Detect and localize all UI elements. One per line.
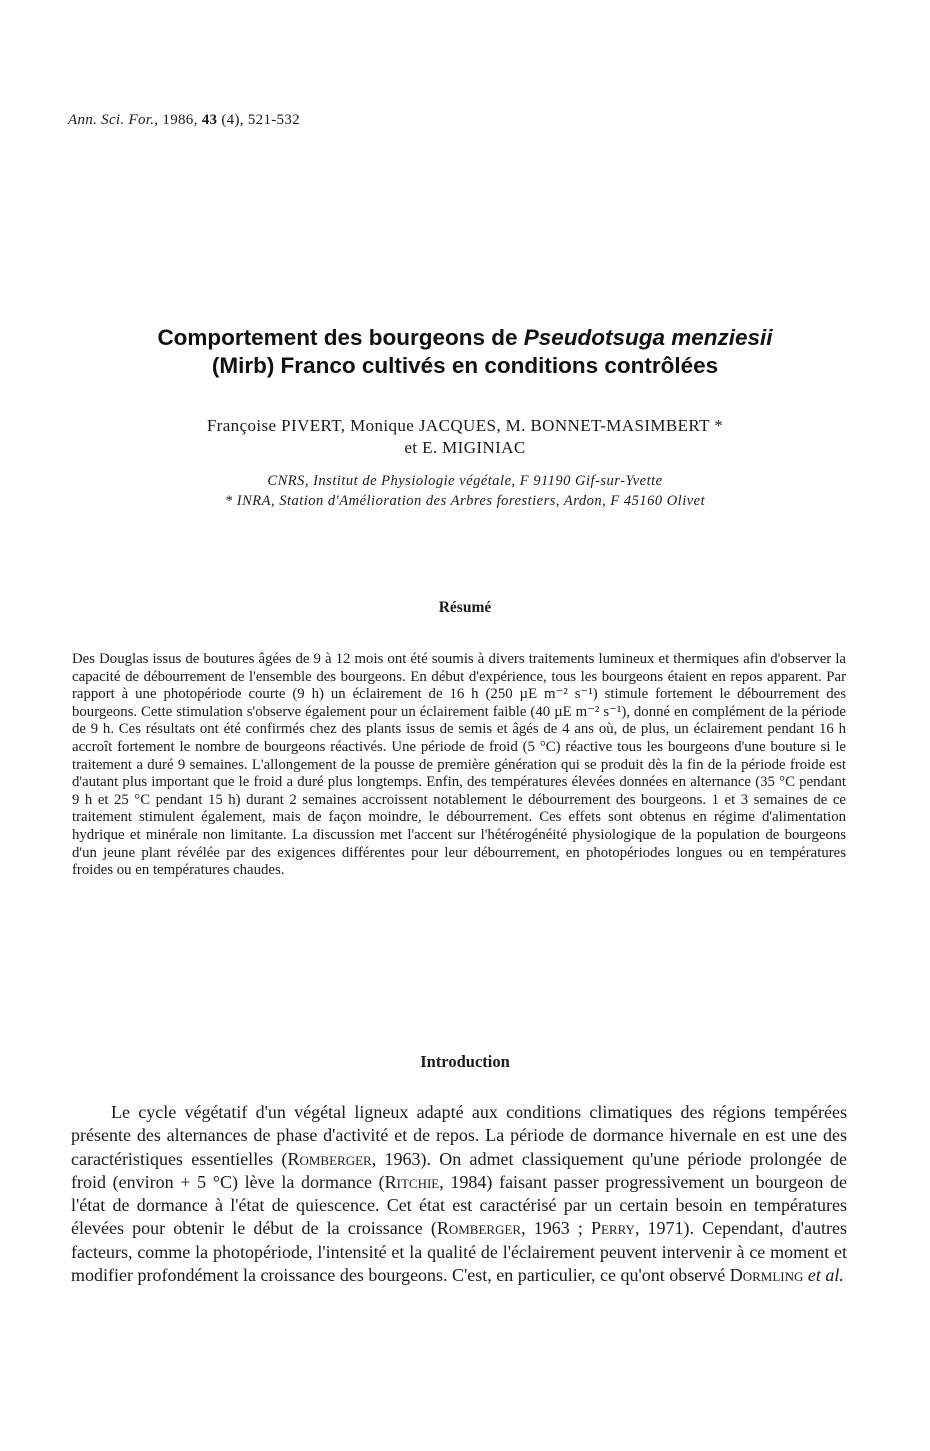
article-title	[60, 324, 870, 380]
citation-romberger-2: Romberger	[436, 1218, 522, 1239]
abstract-heading: Résumé	[438, 599, 492, 616]
journal-year: 1986,	[162, 112, 198, 128]
intro-text-e: , 1971). Cependant, d'autres facteurs, comme la photopériode, l'intensité et la qualité de l'éclairement peuvent intervenir à ce moment et modifier profondément la croissance des bourgeons. C'est, en particulier, ce qu'ont observé	[71, 1218, 847, 1286]
abstract-body: Des Douglas issus de boutures âgées de 9 à 12 mois ont été soumis à divers traitements lumineux et thermiques afin d'observer la capacité de débourrement de l'ensemble des bourgeons. En début d'expérience, tous les bourgeons étaient en repos apparent. Par rapport à une photopériode courte (9 h) un éclairement de 16 h (250 µE m⁻² s⁻¹) stimule fortement le débourrement des bourgeons. Cette stimulation s'observe également pour un éclairement faible (40 µE m⁻² s⁻¹), donné en complément de la période de 9 h. Ces résultats ont été confirmés chez des plants issus de semis et âgés de 4 ans où, de plus, un éclairement pendant 16 h accroît fortement le nombre de bourgeons réactivés. Une période de froid (5 °C) réactive tous les bourgeons d'une bouture si le traitement a duré 9 semaines. L'allongement de la pousse de première génération qui se produit dès la fin de la période froide est d'autant plus important que le froid a duré plus longtemps. Enfin, des températures élevées données en alternance (35 °C pendant 9 h et 25 °C pendant 15 h) durant 2 semaines accroissent notablement le débourrement des bourgeons. 1 et 3 semaines de ce traitement stimulent également, mais de façon moindre, le débourrement. Ces effets sont obtenus en régime d'alimentation hydrique et minérale non limitante. La discussion met l'accent sur l'hétérogénéité physiologique de la population de bourgeons d'un jeune plant révélée par des exigences différentes pour leur débourrement, en photopériodes longues ou en températures froides ou en températures chaudes.	[72, 651, 846, 879]
authors-line-2: et E. MIGINIAC	[404, 438, 526, 457]
title-line-2: (Mirb) Franco cultivés en conditions contrôlées	[211, 353, 719, 378]
affiliations	[60, 471, 870, 511]
author-list	[60, 415, 870, 459]
journal-issue-pages: (4), 521-532	[221, 112, 300, 128]
citation-perry: Perry	[590, 1218, 635, 1239]
citation-dormling: Dormling	[729, 1265, 804, 1286]
title-species: Pseudotsuga menziesii	[523, 325, 773, 350]
citation-ritchie: Ritchie	[384, 1171, 440, 1192]
journal-volume: 43	[201, 112, 218, 128]
introduction-paragraph	[71, 1101, 847, 1287]
citation-romberger-1: Romberger	[287, 1148, 372, 1169]
intro-text-a: Le cycle végétatif d'un végétal ligneux adapté aux conditions climatiques des régions tempérées présente des alternances de phase d'activité et de repos. La période de dormance hivernale en est une des caractéristiques essentielles (	[71, 1102, 847, 1169]
affiliation-1: CNRS, Institut de Physiologie végétale, F 91190 Gif-sur-Yvette	[267, 473, 663, 489]
journal-abbrev: Ann. Sci. For.,	[68, 112, 159, 128]
affiliation-2: * INRA, Station d'Amélioration des Arbres forestiers, Ardon, F 45160 Olivet	[224, 493, 706, 509]
intro-text-c: , 1984) faisant passer progressivement un bourgeon de l'état de dormance à l'état de quiescence. Cet état est caractérisé par un certain besoin en températures élevées pour obtenir le début de la croissance (	[71, 1171, 848, 1239]
intro-text-d: , 1963 ;	[521, 1218, 591, 1239]
citation-etal: et al.	[807, 1265, 844, 1286]
introduction-heading: Introduction	[420, 1052, 510, 1071]
intro-text-b: , 1963). On admet classiquement qu'une période prolongée de froid (environ + 5 °C) lève la dormance (	[71, 1148, 847, 1192]
journal-citation	[68, 112, 300, 129]
title-part-1: Comportement des bourgeons de	[157, 325, 524, 350]
title-line-1	[60, 324, 870, 352]
authors-line-1: Françoise PIVERT, Monique JACQUES, M. BONNET-MASIMBERT *	[206, 416, 724, 435]
